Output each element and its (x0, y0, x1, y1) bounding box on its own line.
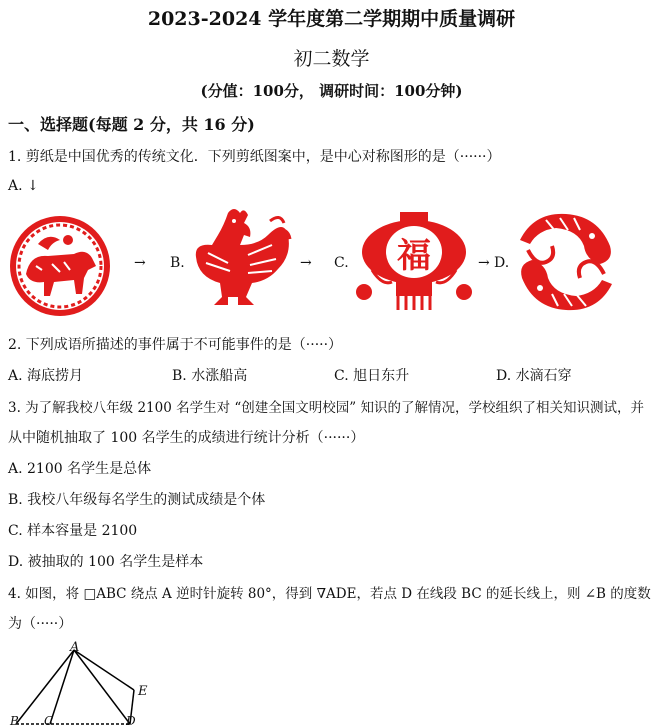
doc-subject: 初二数学 (293, 48, 370, 70)
section-title: 一、选择题(每题 2 分，共 16 分) (8, 115, 255, 134)
q2-option-d: D. 水滴石穿 (496, 368, 572, 384)
q4-label-b: B (10, 714, 19, 728)
doc-title: 2023-2024 学年度第二学期期中质量调研 (147, 8, 516, 30)
q4-label-a: A (70, 640, 80, 655)
q3-option-c: C. 样本容量是 2100 (8, 523, 138, 539)
arrow-b: → (300, 255, 312, 271)
q3-option-a: A. 2100 名学生是总体 (8, 461, 152, 477)
lantern-fu-character: 福 (397, 236, 431, 276)
q2-option-b: B. 水涨船高 (172, 368, 248, 384)
q1-stem: 1. 剪纸是中国优秀的传统文化．下列剪纸图案中，是中心对称图形的是（······） (8, 149, 501, 165)
q2-option-a: A. 海底捞月 (8, 368, 84, 384)
q1-option-c-label: C. (334, 255, 349, 271)
q4-label-d: D (126, 714, 136, 728)
q2-stem: 2. 下列成语所描述的事件属于不可能事件的是（·····） (8, 337, 343, 353)
ox-paper-cut-image (8, 214, 112, 318)
q3-stem-line1: 3. 为了解我校八年级 2100 名学生对 “创建全国文明校园” 知识的了解情况，学校组织了相关知识测试，并 (8, 400, 644, 416)
q3-option-b: B. 我校八年级每名学生的测试成绩是个体 (8, 492, 266, 508)
doc-info: (分值：100分， 调研时间：100分钟) (200, 82, 463, 100)
q4-label-e: E (138, 684, 148, 699)
fish-paper-cut-image (516, 210, 616, 314)
rooster-paper-cut-image (188, 205, 292, 319)
q3-option-d: D. 被抽取的 100 名学生是样本 (8, 554, 204, 570)
arrow-c: → (478, 255, 490, 271)
q4-stem-line1: 4. 如图，将 □ABC 绕点 A 逆时针旋转 80°，得到 ∇ADE，若点 D 在线段 BC 的延长线上，则 ∠B 的度数 (8, 586, 651, 602)
q1-option-b-label: B. (170, 255, 185, 271)
q1-option-a-label: A. ↓ (8, 178, 39, 194)
q3-stem-line2: 从中随机抽取了 100 名学生的成绩进行统计分析（······） (8, 430, 365, 446)
q4-stem-line2: 为（·····） (8, 616, 73, 632)
q4-label-c: C (44, 714, 54, 728)
q2-option-c: C. 旭日东升 (334, 368, 410, 384)
q1-option-d-label: D. (494, 255, 510, 271)
arrow-a: → (134, 255, 146, 271)
